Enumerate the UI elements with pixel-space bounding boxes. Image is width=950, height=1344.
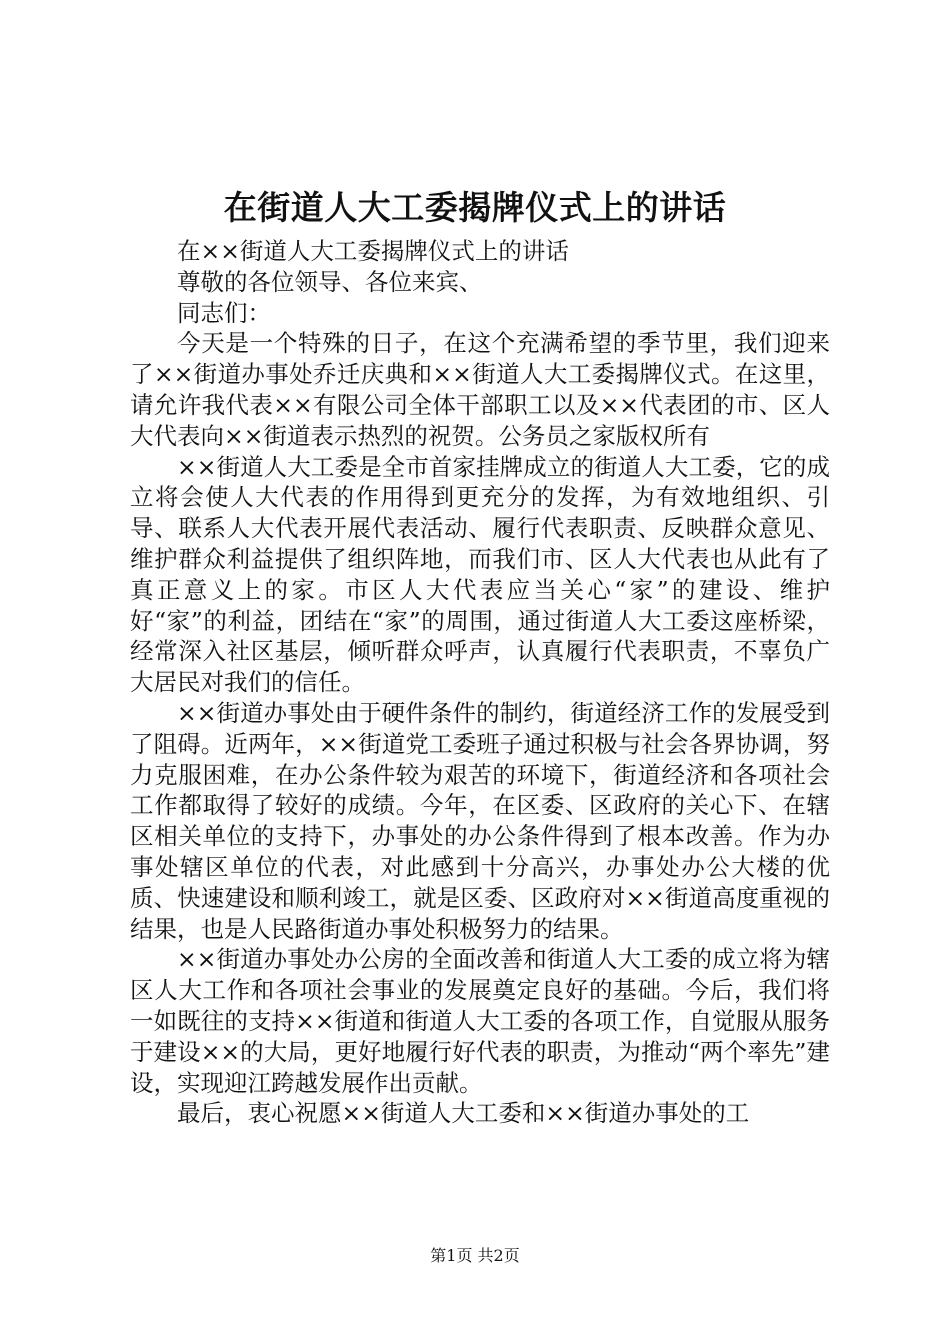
paragraph-subtitle: 在××街道人大工委揭牌仪式上的讲话 [177,237,569,265]
paragraph-salutation-2: 同志们： [177,298,271,327]
paragraph-2: ××街道人大工委是全市首家挂牌成立的街道人大工委，它的成立将会使人大代表的作用得到更充分的发挥，为有效地组织、引导、联系人大代表开展代表活动、履行代表职责、反映群众意见、维护群众利益提供了组织阵地，而我们市、区人大代表也从此有了真正意义上的家。市区人大代表应当关心“家”的建设、维护好“家”的利益，团结在“家”的周围，通过街道人大工委这座桥梁，经常深入社区基层，倾听群众呼声，认真履行代表职责，不辜负广大居民对我们的信任。 [130,452,830,697]
paragraph-salutation: 尊敬的各位领导、各位来宾、 [177,267,483,296]
document-title: 在街道人大工委揭牌仪式上的讲话 [223,188,727,227]
paragraph-1: 今天是一个特殊的日子，在这个充满希望的季节里，我们迎来了××街道办事处乔迁庆典和××街道人大工委揭牌仪式。在这里，请允许我代表××有限公司全体干部职工以及××代表团的市、区人大代表向××街道表示热烈的祝贺。公务员之家版权所有 [130,329,830,450]
document-body [130,236,830,1129]
paragraph-5: 最后，衷心祝愿××街道人大工委和××街道办事处的工 [177,1099,750,1128]
paragraph-4: ××街道办事处办公房的全面改善和街道人大工委的成立将为辖区人大工作和各项社会事业的发展奠定良好的基础。今后，我们将一如既往的支持××街道和街道人大工委的各项工作，自觉服从服务于建设××的大局，更好地履行好代表的职责，为推动“两个率先”建设，实现迎江跨越发展作出贡献。 [130,945,830,1097]
paragraph-3: ××街道办事处由于硬件条件的制约，街道经济工作的发展受到了阻碍。近两年，××街道党工委班子通过积极与社会各界协调，努力克服困难，在办公条件较为艰苦的环境下，街道经济和各项社会工作都取得了较好的成绩。今年，在区委、区政府的关心下、在辖区相关单位的支持下，办事处的办公条件得到了根本改善。作为办事处辖区单位的代表，对此感到十分高兴，办事处办公大楼的优质、快速建设和顺利竣工，就是区委、区政府对××街道高度重视的结果，也是人民路街道办事处积极努力的结果。 [130,698,830,943]
page-footer: 第1页 共2页 [430,1246,520,1265]
